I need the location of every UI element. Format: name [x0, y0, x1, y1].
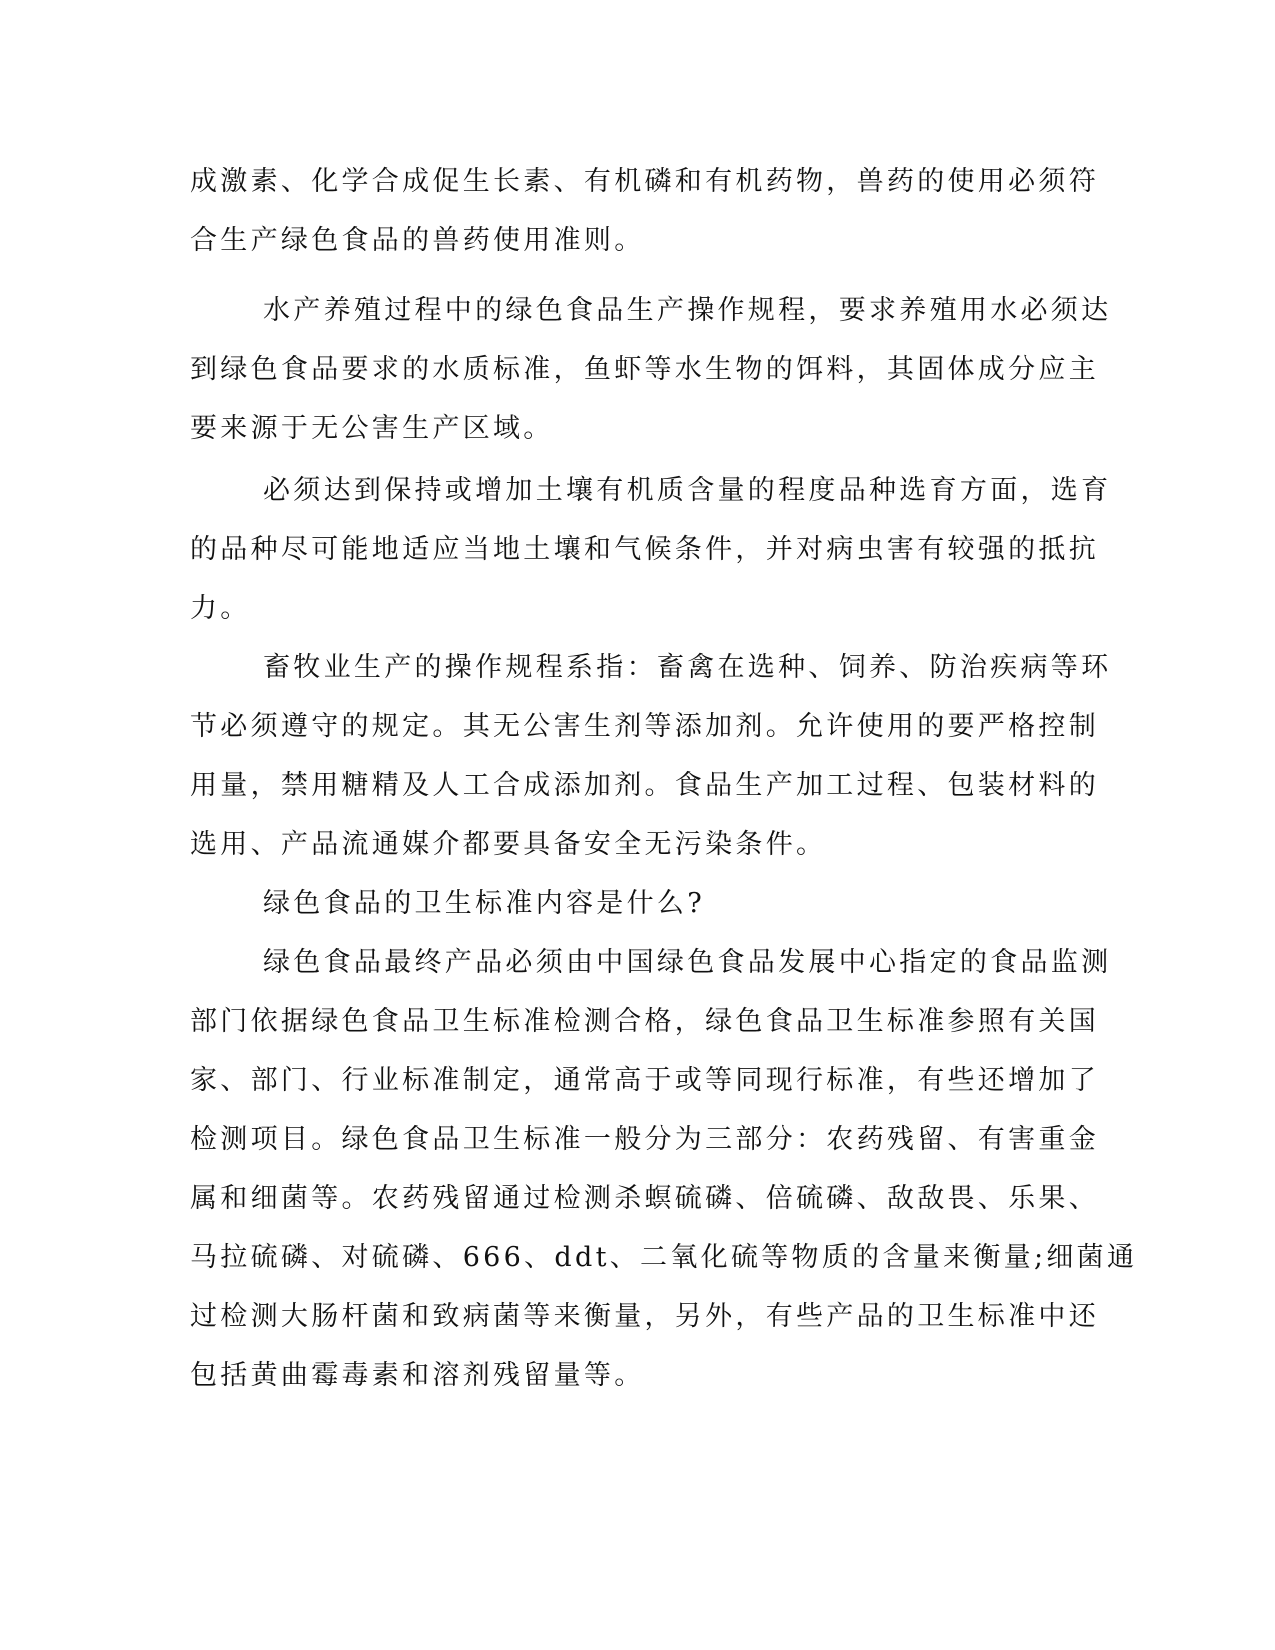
- text-line: 的品种尽可能地适应当地土壤和气候条件，并对病虫害有较强的抵抗: [190, 534, 1099, 565]
- section-question-heading: 绿色食品的卫生标准内容是什么?: [263, 888, 705, 919]
- text-line: 检测项目。绿色食品卫生标准一般分为三部分：农药残留、有害重金: [190, 1124, 1099, 1155]
- text-line: 部门依据绿色食品卫生标准检测合格，绿色食品卫生标准参照有关国: [190, 1006, 1099, 1037]
- text-line: 用量，禁用糖精及人工合成添加剂。食品生产加工过程、包装材料的: [190, 770, 1099, 801]
- text-line: 选用、产品流通媒介都要具备安全无污染条件。: [190, 829, 827, 860]
- text-line: 到绿色食品要求的水质标准，鱼虾等水生物的饵料，其固体成分应主: [190, 354, 1099, 385]
- text-line: 节必须遵守的规定。其无公害生剂等添加剂。允许使用的要严格控制: [190, 711, 1099, 742]
- text-line: 包括黄曲霉毒素和溶剂残留量等。: [190, 1360, 645, 1391]
- paragraph-start-line: 水产养殖过程中的绿色食品生产操作规程，要求养殖用水必须达: [263, 295, 1112, 326]
- paragraph-start-line: 绿色食品最终产品必须由中国绿色食品发展中心指定的食品监测: [263, 947, 1112, 978]
- text-line: 要来源于无公害生产区域。: [190, 413, 554, 444]
- paragraph-start-line: 必须达到保持或增加土壤有机质含量的程度品种选育方面，选育: [263, 475, 1112, 506]
- text-line: 成激素、化学合成促生长素、有机磷和有机药物，兽药的使用必须符: [190, 166, 1099, 197]
- paragraph-start-line: 畜牧业生产的操作规程系指：畜禽在选种、饲养、防治疾病等环: [263, 652, 1112, 683]
- text-line: 属和细菌等。农药残留通过检测杀螟硫磷、倍硫磷、敌敌畏、乐果、: [190, 1183, 1099, 1214]
- text-line: 力。: [190, 593, 251, 624]
- text-line: 家、部门、行业标准制定，通常高于或等同现行标准，有些还增加了: [190, 1065, 1099, 1096]
- text-line: 马拉硫磷、对硫磷、666、ddt、二氧化硫等物质的含量来衡量;细菌通: [190, 1242, 1138, 1273]
- text-line: 合生产绿色食品的兽药使用准则。: [190, 225, 645, 256]
- text-line: 过检测大肠杆菌和致病菌等来衡量，另外，有些产品的卫生标准中还: [190, 1301, 1099, 1332]
